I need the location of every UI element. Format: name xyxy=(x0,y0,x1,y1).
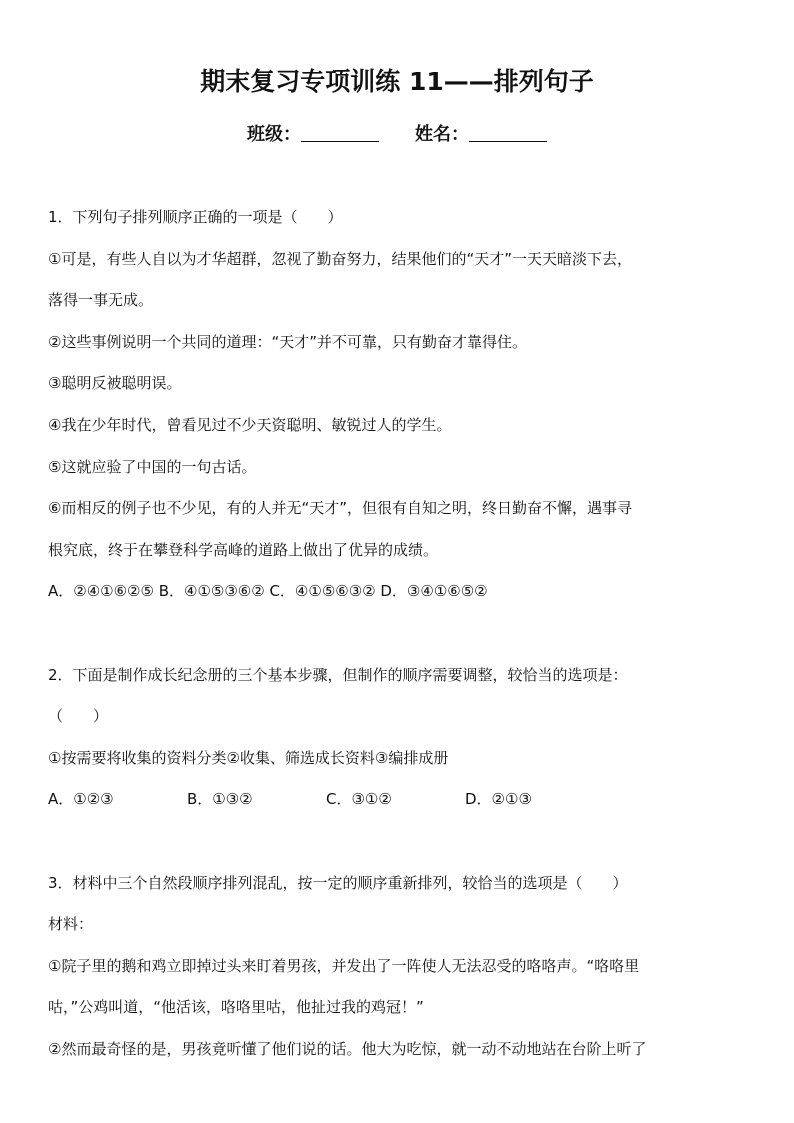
q2-options xyxy=(48,789,748,809)
q2-option-b: B．①③② xyxy=(187,790,253,808)
q2-option-d: D．②①③ xyxy=(465,790,532,808)
name-label: 姓名： xyxy=(415,124,469,145)
q2-steps: ①按需要将收集的资料分类②收集、筛选成长资料③编排成册 xyxy=(48,749,449,767)
q1-sentence-3: ③聪明反被聪明误。 xyxy=(48,374,182,392)
q3-paragraph-1: ①院子里的鹅和鸡立即掉过头来盯着男孩，并发出了一阵使人无法忍受的咯咯声。“咯咯里 xyxy=(48,957,640,975)
q1-sentence-4: ④我在少年时代，曾看见过不少天资聪明、敏锐过人的学生。 xyxy=(48,416,452,434)
q2-answer-paren: （ ） xyxy=(48,707,109,725)
page-title: 期末复习专项训练 11——排列句子 xyxy=(200,67,594,96)
q3-paragraph-1-cont: 咕，”公鸡叫道，“他活该，咯咯里咕，他扯过我的鸡冠！” xyxy=(48,998,424,1016)
q3-stem: 3．材料中三个自然段顺序排列混乱，按一定的顺序重新排列，较恰当的选项是（ ） xyxy=(48,874,628,892)
name-blank[interactable] xyxy=(469,125,547,142)
q1-options: A．②④①⑥②⑤ B．④①⑤③⑥② C．④①⑤⑥③② D．③④①⑥⑤② xyxy=(48,582,488,600)
q2-stem: 2．下面是制作成长纪念册的三个基本步骤，但制作的顺序需要调整，较恰当的选项是： xyxy=(48,666,628,684)
q3-paragraph-2: ②然而最奇怪的是，男孩竟听懂了他们说的话。他大为吃惊，就一动不动地站在台阶上听了 xyxy=(48,1040,647,1058)
q1-stem: 1．下列句子排列顺序正确的一项是（ ） xyxy=(48,208,343,226)
q1-sentence-6-cont: 根究底，终于在攀登科学高峰的道路上做出了优异的成绩。 xyxy=(48,541,439,559)
q1-sentence-1: ①可是，有些人自以为才华超群，忽视了勤奋努力，结果他们的“天才”一天天暗淡下去， xyxy=(48,250,632,268)
q1-sentence-1-cont: 落得一事无成。 xyxy=(48,291,154,309)
class-blank[interactable] xyxy=(301,125,379,142)
q2-option-a: A．①②③ xyxy=(48,790,114,808)
q1-sentence-6: ⑥而相反的例子也不少见，有的人并无“天才”，但很有自知之明，终日勤奋不懈，遇事寻 xyxy=(48,499,632,517)
class-label: 班级： xyxy=(247,124,301,145)
q1-sentence-5: ⑤这就应验了中国的一句古话。 xyxy=(48,458,257,476)
q3-material-label: 材料： xyxy=(48,915,94,933)
student-info-row xyxy=(0,120,794,146)
q2-option-c: C．③①② xyxy=(326,790,392,808)
q1-sentence-2: ②这些事例说明一个共同的道理：“天才”并不可靠，只有勤奋才靠得住。 xyxy=(48,333,527,351)
